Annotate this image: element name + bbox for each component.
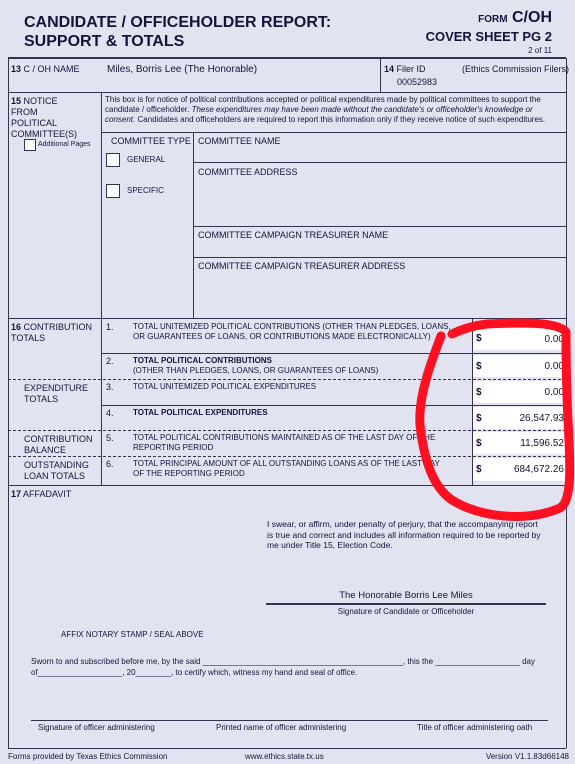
row-1-currency: $ [476, 333, 482, 344]
section-17-number: 17 [11, 489, 22, 499]
row-3-amount: 0.00 [544, 387, 564, 398]
row-2-line1: TOTAL POLITICAL CONTRIBUTIONS [133, 356, 272, 365]
row-5-number: 5. [106, 433, 114, 443]
rule-address-bottom [193, 226, 566, 227]
section-15-number: 15 [11, 96, 22, 106]
officer-signature-line [31, 720, 548, 721]
row-5-description [133, 433, 473, 453]
notice-text-italic: These expenditures may have been made without the candidate's or officeholder's knowledge or consent. [105, 105, 533, 124]
signature-caption: Signature of Candidate or Officeholder [337, 607, 475, 616]
row-5-line1: TOTAL POLITICAL CONTRIBUTIONS MAINTAINED AS OF THE LAST DAY OF THE [133, 433, 436, 442]
row-1-amount: 0.00 [544, 334, 564, 345]
committee-name-label: COMMITTEE NAME [198, 136, 281, 146]
contribution-totals-label [11, 322, 99, 344]
section-17-label-text: AFFADAVIT [23, 489, 72, 499]
rule-row1-bottom [101, 353, 566, 354]
specific-checkbox[interactable] [106, 184, 120, 198]
contribution-totals-text: CONTRIBUTION TOTALS [11, 322, 93, 343]
row-1-description [133, 322, 473, 342]
rule-right-border [566, 58, 567, 748]
row-4-description [133, 408, 473, 418]
additional-pages-label: Additional Pages [38, 141, 91, 148]
form-title-line2: SUPPORT & TOTALS [24, 33, 185, 50]
rule-left-column [101, 92, 102, 485]
row-6-number: 6. [106, 459, 114, 469]
row-4-line1: TOTAL POLITICAL EXPENDITURES [133, 408, 268, 417]
general-label: GENERAL [127, 155, 166, 164]
row-1-number: 1. [106, 322, 114, 332]
notice-text-1: This box is for notice of political contributions accepted or political expenditures made by political committees to support the candidate / officeholder. [105, 95, 541, 114]
section-16-number: 16 [11, 322, 22, 332]
rule-notice-bottom [101, 132, 566, 133]
row-2-number: 2. [106, 356, 114, 366]
rule-row5-bottom [8, 456, 566, 457]
section-15-line1: NOTICE [23, 96, 58, 106]
rule-name-bottom [193, 162, 566, 163]
row-6-description [133, 459, 473, 479]
form-title [24, 13, 331, 51]
row-5-currency: $ [476, 438, 482, 449]
rule-section15-bottom [8, 318, 566, 319]
rule-treasurer-bottom [193, 257, 566, 258]
row-6-currency: $ [476, 464, 482, 475]
filer-id: 00052983 [397, 77, 438, 87]
section-14-label [384, 64, 426, 75]
committee-notice [105, 95, 563, 125]
row-6-line1: TOTAL PRINCIPAL AMOUNT OF ALL OUTSTANDING LOANS AS OF THE LAST DAY [133, 459, 440, 468]
notary-stamp-label: AFFIX NOTARY STAMP / SEAL ABOVE [61, 630, 204, 639]
row-1-line2: OR GUARANTEES OF LOANS, OR CONTRIBUTIONS MADE ELECTRONICALLY) [133, 332, 431, 341]
outstanding-loan-label: OUTSTANDING LOAN TOTALS [24, 460, 89, 481]
form-title-line1: CANDIDATE / OFFICEHOLDER REPORT: [24, 14, 332, 31]
section-15-line3: POLITICAL [11, 118, 58, 128]
row-3-description [133, 382, 473, 392]
footer-provider: Forms provided by Texas Ethics Commission [8, 752, 168, 761]
section-17-label [11, 489, 71, 500]
section-15-label [11, 96, 77, 140]
affidavit-oath: I swear, or affirm, under penalty of perjury, that the accompanying report is true and correct and includes all information required to be reported by me under Title 15, Election Code. [267, 519, 541, 550]
form-label: FORM [478, 14, 508, 25]
row-4-number: 4. [106, 408, 114, 418]
officer-title-caption: Title of officer administering oath [417, 723, 533, 732]
officer-signature-caption: Signature of officer administering [38, 723, 155, 732]
rule-row3-bottom [101, 405, 566, 406]
page-count: 2 of 11 [528, 46, 552, 55]
rule-13-14-divider [380, 58, 381, 92]
candidate-name: Miles, Borris Lee (The Honorable) [107, 64, 258, 75]
footer-website[interactable]: www.ethics.state.tx.us [245, 752, 324, 761]
section-15-line4: COMMITTEE(S) [11, 129, 77, 139]
rule-13-bottom [8, 92, 566, 93]
row-5-amount: 11,596.52 [520, 438, 564, 449]
row-3-line1: TOTAL UNITEMIZED POLITICAL EXPENDITURES [133, 382, 317, 391]
rule-left-border [8, 58, 9, 748]
committee-address-label: COMMITTEE ADDRESS [198, 167, 298, 177]
rule-header-bottom [8, 57, 566, 59]
contribution-balance-label: CONTRIBUTION BALANCE [24, 434, 93, 455]
row-4-amount: 26,547.93 [519, 413, 564, 424]
footer-version: Version V1.1.83d66148 [485, 752, 569, 761]
signer-name: The Honorable Borris Lee Miles [339, 590, 473, 601]
section-15-line2: FROM [11, 107, 38, 117]
signature-line [266, 603, 546, 605]
treasurer-address-label: COMMITTEE CAMPAIGN TREASURER ADDRESS [198, 261, 406, 271]
additional-pages-checkbox[interactable] [24, 139, 36, 151]
general-checkbox[interactable] [106, 153, 120, 167]
form-code: C/OH [512, 9, 552, 26]
notice-text-2: Candidates and officeholders are required to report this information only if they receive notice of such expenditures. [135, 115, 546, 124]
specific-label: SPECIFIC [127, 186, 164, 195]
rule-footer-top [8, 748, 566, 749]
row-2-amount: 0.00 [544, 361, 564, 372]
section-13-label-text: C / OH NAME [23, 64, 80, 74]
ethics-commission-note: (Ethics Commission Filers) [462, 64, 570, 74]
row-1-line1: TOTAL UNITEMIZED POLITICAL CONTRIBUTIONS (OTHER THAN PLEDGES, LOANS, [133, 322, 451, 331]
row-2-line2: (OTHER THAN PLEDGES, LOANS, OR GUARANTEES OF LOANS) [133, 366, 379, 375]
rule-totals-bottom [8, 485, 566, 486]
section-14-label-text: Filer ID [396, 64, 426, 74]
row-3-number: 3. [106, 382, 114, 392]
section-13-number: 13 [11, 64, 22, 74]
committee-type-label: COMMITTEE TYPE [111, 136, 191, 146]
sworn-statement-line1: Sworn to and subscribed before me, by the said _____________________________________________, this the ___________________ day [31, 657, 535, 666]
row-3-currency: $ [476, 387, 482, 398]
expenditure-totals-label: EXPENDITURE TOTALS [24, 383, 89, 404]
section-13-label [11, 64, 80, 75]
treasurer-name-label: COMMITTEE CAMPAIGN TREASURER NAME [198, 230, 389, 240]
sworn-statement-line2: of___________________, 20________, to certify which, witness my hand and seal of office. [31, 668, 358, 677]
section-14-number: 14 [384, 64, 395, 74]
row-6-amount: 684,672.26 [513, 464, 564, 475]
row-6-line2: OF THE REPORTING PERIOD [133, 469, 245, 478]
row-5-line2: REPORTING PERIOD [133, 443, 214, 452]
cover-sheet-label: COVER SHEET PG 2 [425, 29, 552, 44]
row-2-description [133, 356, 473, 376]
rule-row4-bottom [8, 430, 566, 431]
form-id [478, 9, 552, 27]
officer-printed-name-caption: Printed name of officer administering [216, 723, 347, 732]
row-4-currency: $ [476, 413, 482, 424]
rule-type-column [193, 132, 194, 318]
rule-row2-bottom [8, 379, 566, 380]
row-2-currency: $ [476, 361, 482, 372]
